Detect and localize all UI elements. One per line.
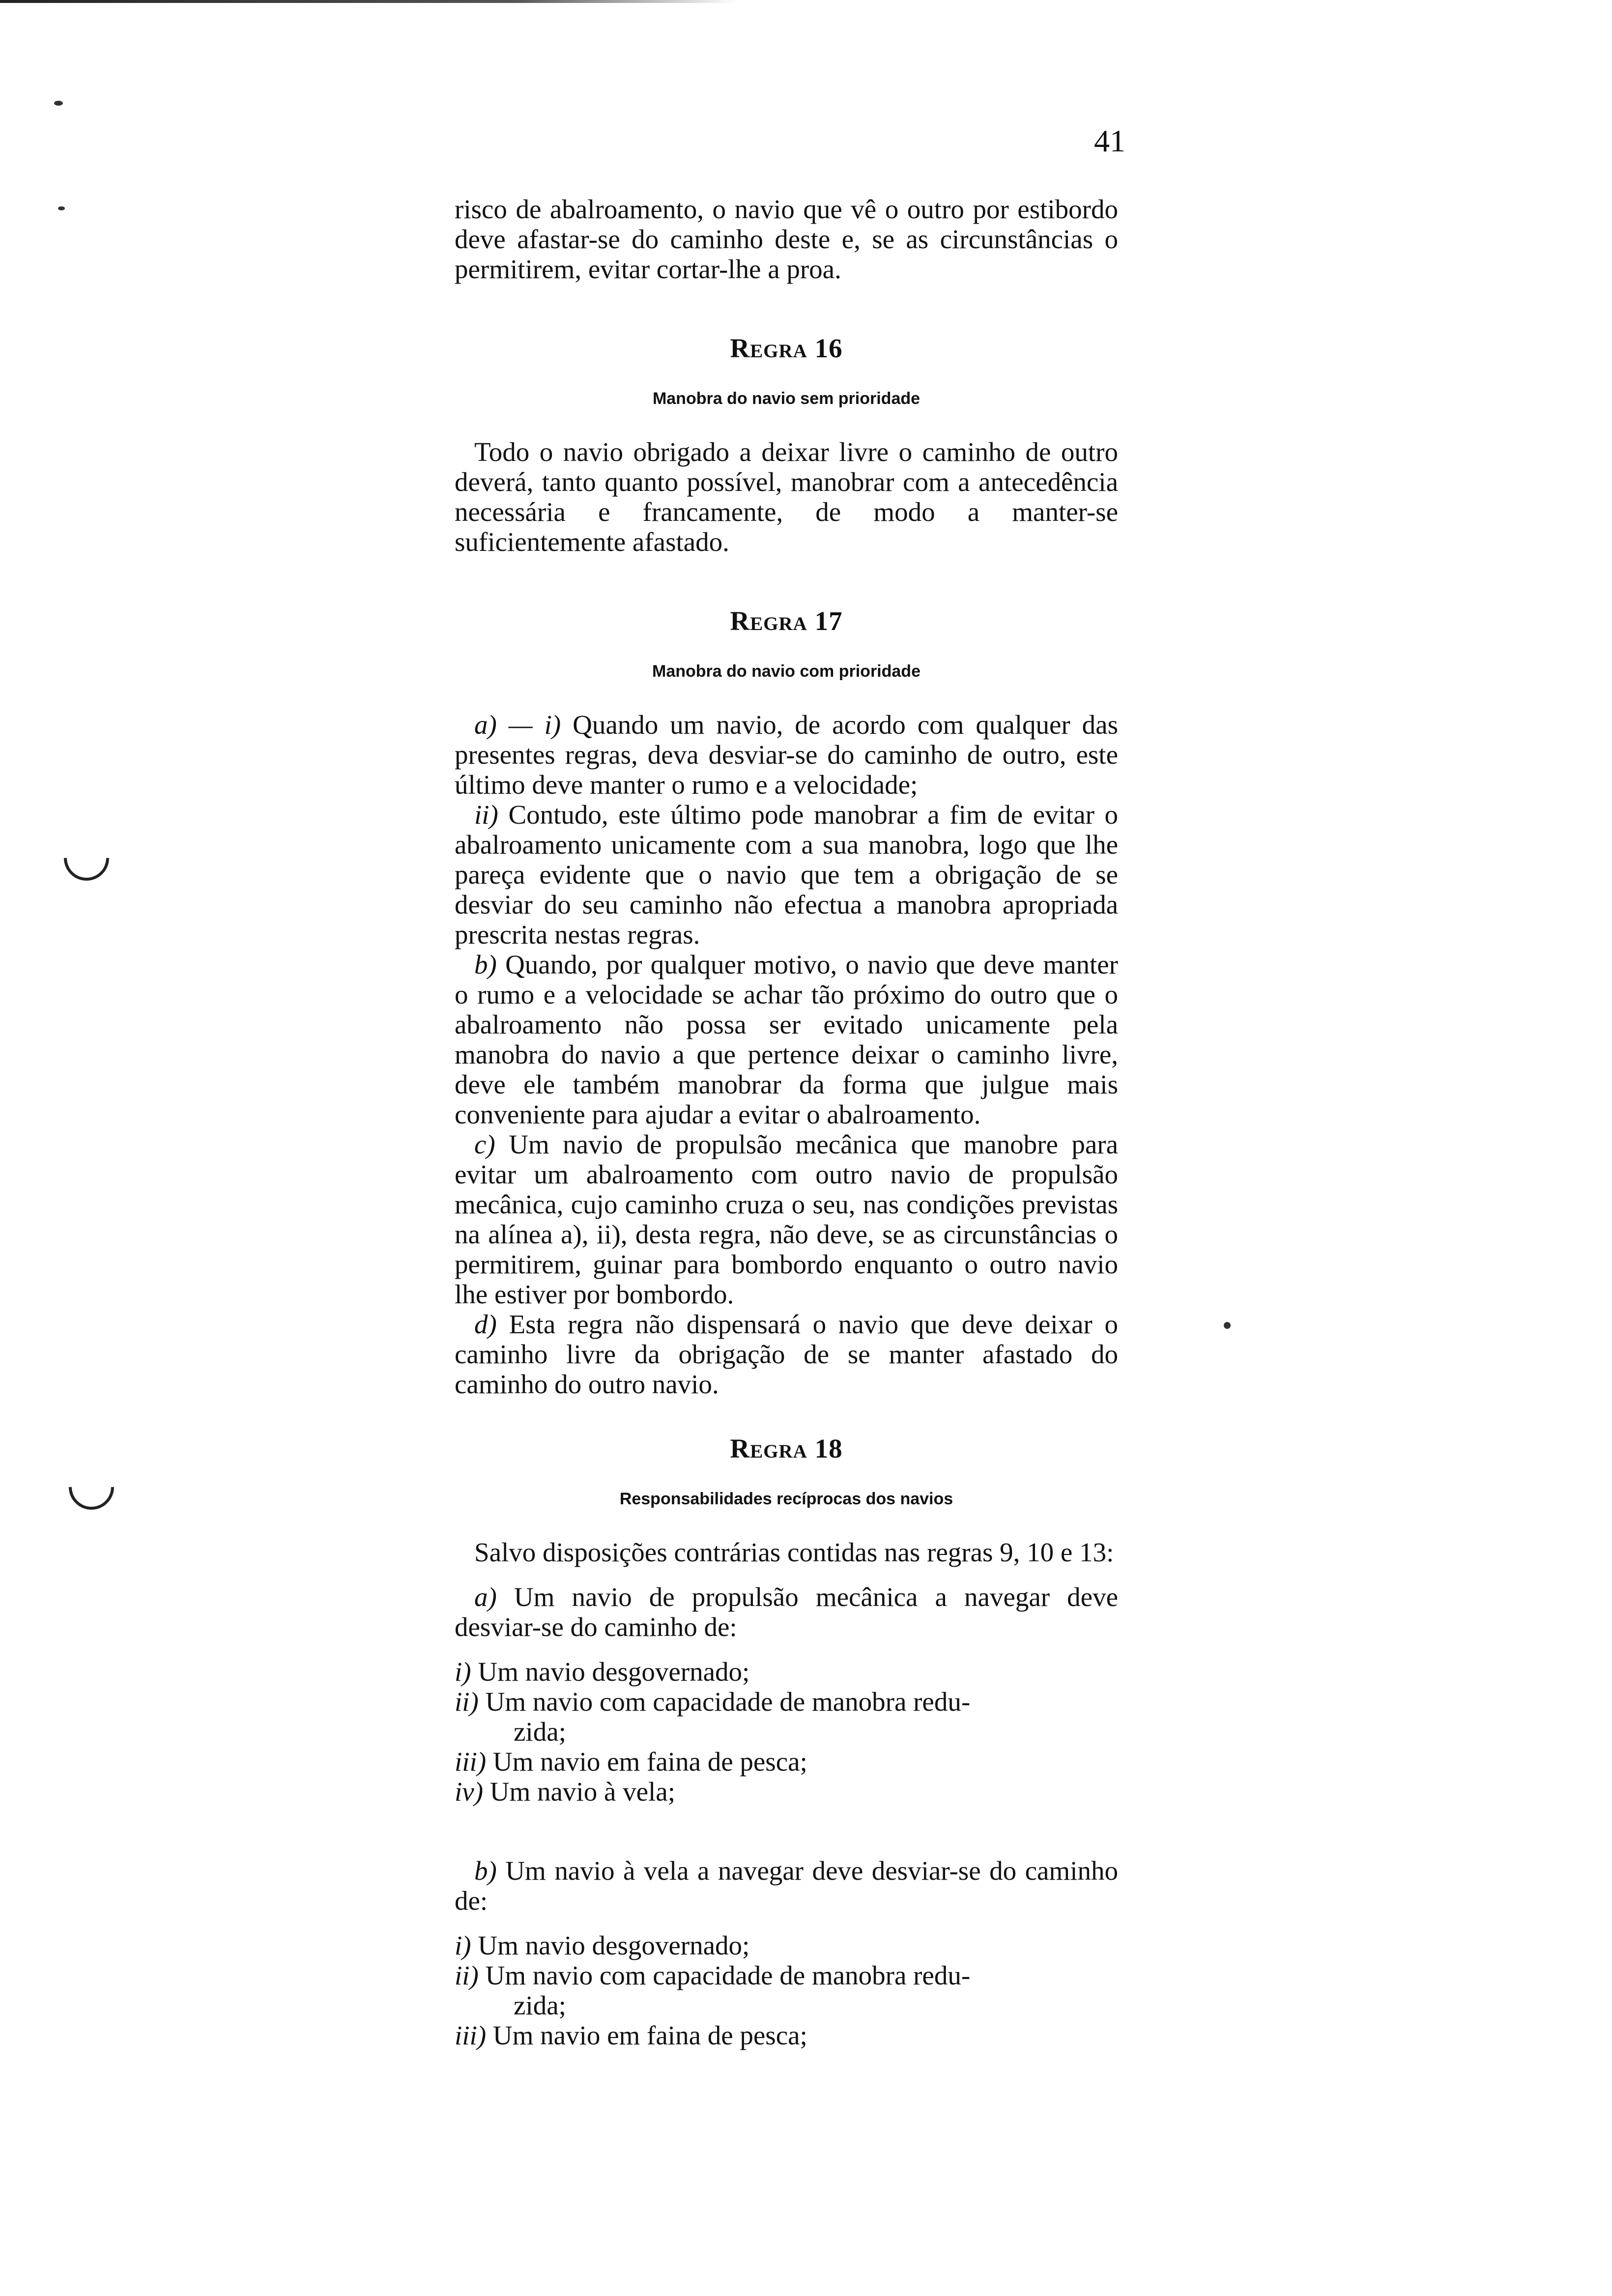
list-item: iii) Um navio em faina de pesca; xyxy=(455,1747,807,1777)
rule-16-paragraph: Todo o navio obrigado a deixar livre o caminho de outro deverá, tanto quanto possível, manobrar com a antecedência necessária e francamente, de modo a manter-se suficientemente afastado. xyxy=(455,437,1118,557)
list-item: ii) Um navio com capacidade de manobra redu- zida; xyxy=(455,1960,971,2020)
page-number: 41 xyxy=(1094,123,1125,158)
list-item: i) Um navio desgovernado; xyxy=(455,1930,750,1960)
rule-18-section-a: a) Um navio de propulsão mecânica a navegar deve desviar-se do caminho de: xyxy=(455,1582,1118,1642)
document-body xyxy=(455,194,1118,2050)
list-item: i) Um navio desgovernado; xyxy=(455,1657,750,1687)
rule-17-paragraph-d: d) Esta regra não dispensará o navio que deve deixar o caminho livre da obrigação de se manter afastado do caminho do outro navio. xyxy=(455,1309,1118,1399)
list-item: ii) Um navio com capacidade de manobra redu- zida; xyxy=(455,1687,971,1747)
rule-16-subtitle: Manobra do navio sem prioridade xyxy=(652,389,921,408)
rule-17-subtitle: Manobra do navio com prioridade xyxy=(652,662,921,681)
binder-hole-mark xyxy=(59,1455,123,1519)
rule-17-paragraph-b: b) Quando, por qualquer motivo, o navio que deve manter o rumo e a velocidade se achar tão próximo do outro que o abalroamento não possa ser evitado unicamente pela manobra do navio a que pertence deixar o caminho livre, deve ele também manobrar da forma que julgue mais conveniente para ajudar a evitar o abalroamento. xyxy=(455,949,1118,1129)
scan-speck xyxy=(58,206,65,210)
rule-18-intro: Salvo disposições contrárias contidas nas regras 9, 10 e 13: xyxy=(474,1537,1114,1567)
rule-17-paragraph-c: c) Um navio de propulsão mecânica que manobre para evitar um abalroamento com outro navio de propulsão mecânica, cujo caminho cruza o seu, nas condições previstas na alínea a), ii), desta regra, não deve, se as circunstâncias o permitirem, guinar para bombordo enquanto o outro navio lhe estiver por bombordo. xyxy=(455,1129,1118,1309)
rule-18-subtitle: Responsabilidades recíprocas dos navios xyxy=(619,1490,953,1508)
rule-17-heading: Regra 17 xyxy=(730,606,843,636)
rule-16-heading: Regra 16 xyxy=(730,333,843,363)
rule-18-heading: Regra 18 xyxy=(730,1434,843,1464)
list-item: iii) Um navio em faina de pesca; xyxy=(455,2020,807,2050)
list-item: iv) Um navio à vela; xyxy=(455,1777,676,1807)
rule-18-section-b: b) Um navio à vela a navegar deve desviar-se do caminho de: xyxy=(455,1856,1118,1916)
scan-speck xyxy=(54,101,63,106)
intro-paragraph: risco de abalroamento, o navio que vê o outro por estibordo deve afastar-se do caminho deste e, se as circunstâncias o permitirem, evitar cortar-lhe a proa. xyxy=(455,194,1118,284)
scan-speck xyxy=(1224,1322,1231,1329)
binder-hole-mark xyxy=(55,826,118,890)
rule-17-paragraph-ii: ii) Contudo, este último pode manobrar a fim de evitar o abalroamento unicamente com a sua manobra, logo que lhe pareça evidente que o navio que tem a obrigação de se desviar do seu caminho não efectua a manobra apropriada prescrita nestas regras. xyxy=(455,800,1118,949)
scan-edge-line xyxy=(0,0,737,3)
rule-17-paragraph-a-i: a) — i) Quando um navio, de acordo com qualquer das presentes regras, deva desviar-se do caminho de outro, este último deve manter o rumo e a velocidade; xyxy=(455,710,1118,800)
